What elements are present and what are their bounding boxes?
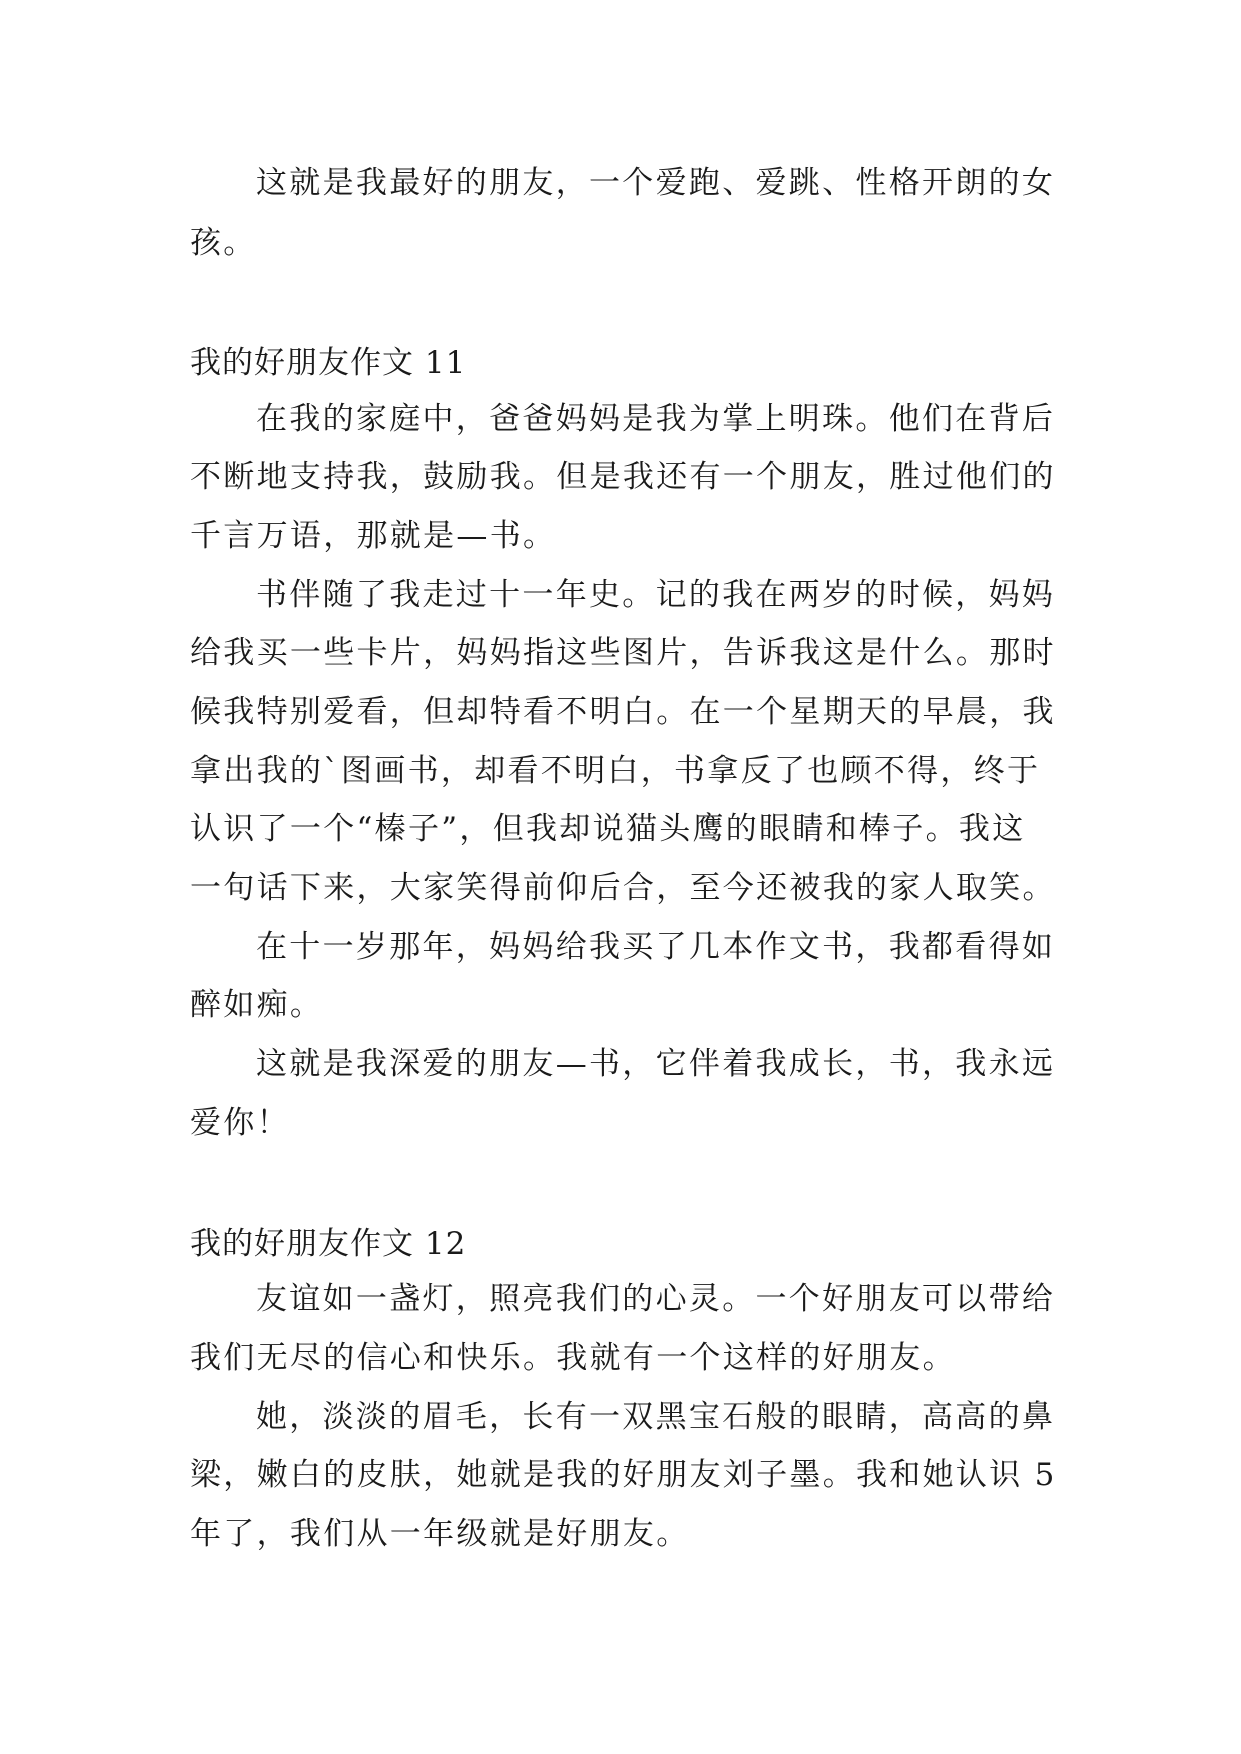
section-heading: 我的好朋友作文 12 [190,1226,467,1262]
paragraph-line: 这就是我深爱的朋友—书，它伴着我成长，书，我永远 [256,1046,1056,1082]
paragraph-line: 这就是我最好的朋友，一个爱跑、爱跳、性格开朗的女 [256,165,1056,201]
paragraph-line: 认识了一个“榛子”，但我却说猫头鹰的眼睛和棒子。我这 [190,811,1026,847]
paragraph-line: 我们无尽的信心和快乐。我就有一个这样的好朋友。 [190,1340,956,1376]
section-heading: 我的好朋友作文 11 [190,345,467,381]
paragraph-line: 在我的家庭中，爸爸妈妈是我为掌上明珠。他们在背后 [256,401,1056,437]
paragraph-line: 孩。 [190,225,257,261]
paragraph-line: 候我特别爱看，但却特看不明白。在一个星期天的早晨，我 [190,694,1056,730]
paragraph-line: 在十一岁那年，妈妈给我买了几本作文书，我都看得如 [256,929,1056,965]
paragraph-line: 书伴随了我走过十一年史。记的我在两岁的时候，妈妈 [256,577,1056,613]
paragraph-line: 年了，我们从一年级就是好朋友。 [190,1516,690,1552]
paragraph-line: 不断地支持我，鼓励我。但是我还有一个朋友，胜过他们的 [190,459,1056,495]
paragraph-line: 醉如痴。 [190,987,324,1023]
paragraph-line: 给我买一些卡片，妈妈指这些图片，告诉我这是什么。那时 [190,635,1056,671]
paragraph-line: 她，淡淡的眉毛，长有一双黑宝石般的眼睛，高高的鼻 [256,1399,1056,1435]
paragraph-line: 梁，嫩白的皮肤，她就是我的好朋友刘子墨。我和她认识 5 [190,1457,1057,1493]
paragraph-line: 拿出我的`图画书，却看不明白，书拿反了也顾不得，终于 [190,753,1041,789]
paragraph-line: 一句话下来，大家笑得前仰后合，至今还被我的家人取笑。 [190,870,1056,906]
paragraph-line: 千言万语，那就是—书。 [190,518,557,554]
paragraph-line: 友谊如一盏灯，照亮我们的心灵。一个好朋友可以带给 [256,1281,1056,1317]
paragraph-line: 爱你！ [190,1105,290,1141]
